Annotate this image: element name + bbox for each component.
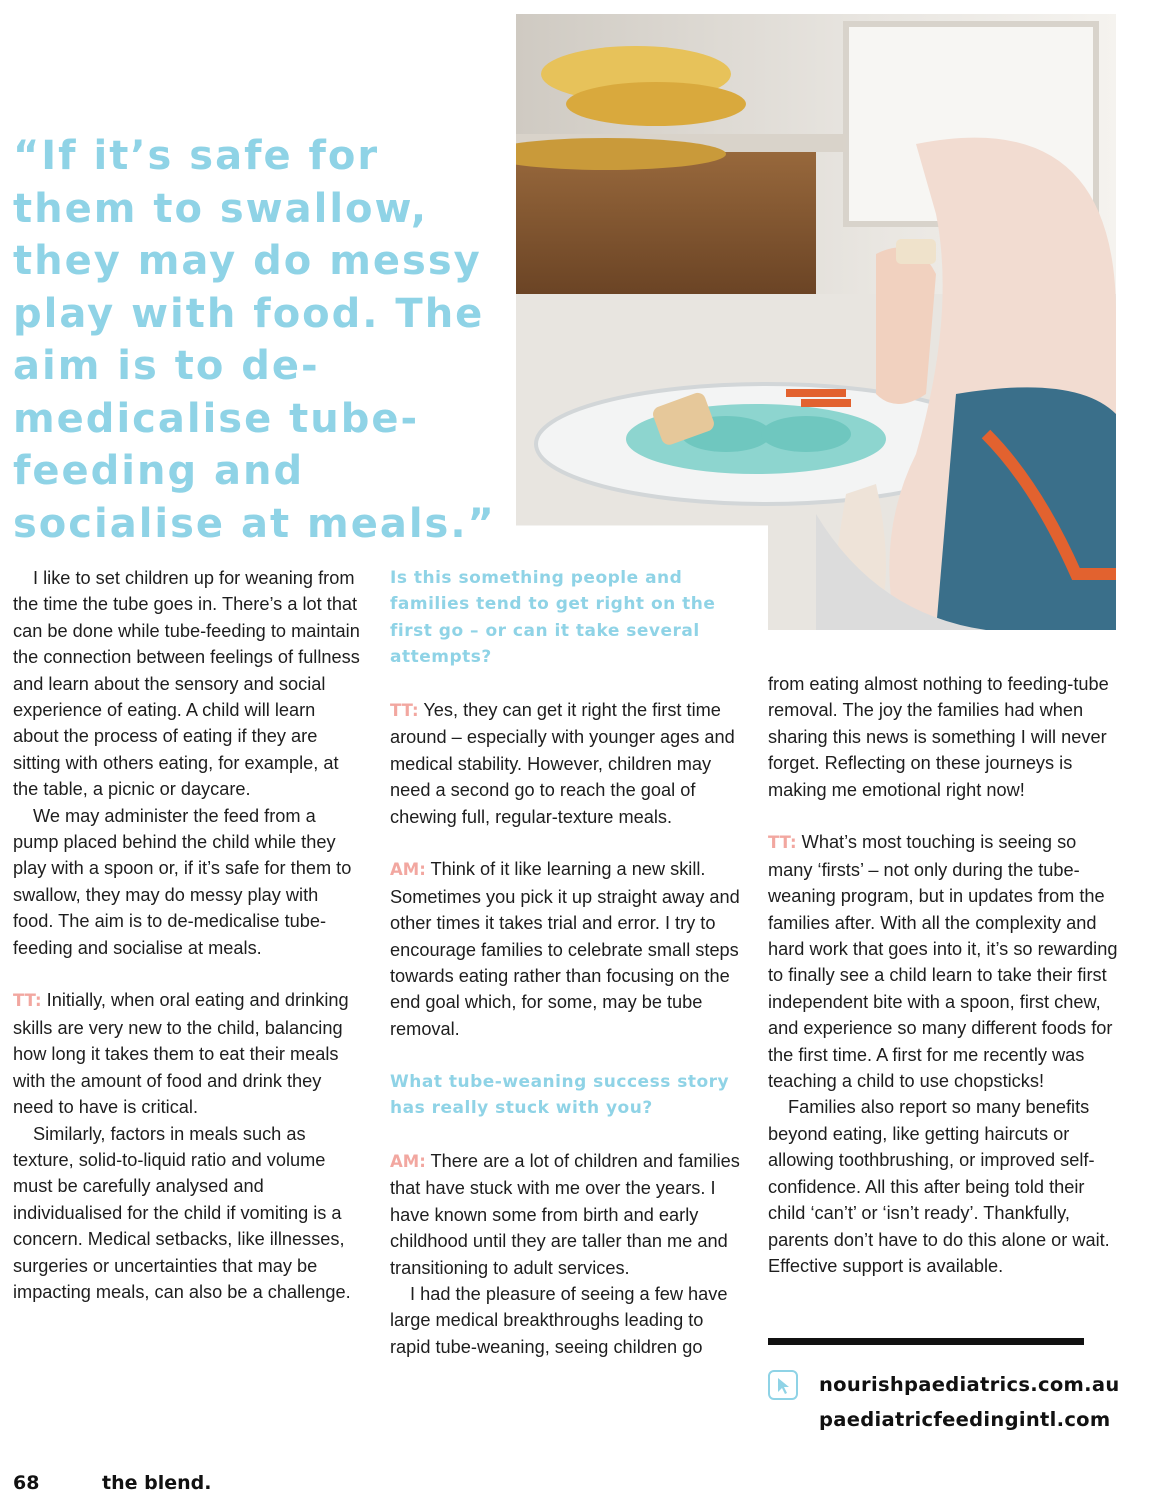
paragraph (768, 829, 1118, 1094)
child-highchair-photo (516, 14, 1116, 630)
website-link-pfi[interactable]: paediatricfeedingintl.com (819, 1408, 1111, 1431)
paragraph-text: What’s most touching is seeing so many ‘firsts’ – not only during the tube-weaning program, but in updates from the families after. With all the complexity and hard work that goes into it, it’s so rewarding to finally see a child learn to take their first independent bite with a spoon, first chew, and experience so many different foods for the first time. A first for me recently was teaching a child to use chopsticks! (768, 832, 1118, 1092)
paragraph (390, 697, 745, 830)
paragraph (390, 1148, 745, 1281)
paragraph: from eating almost nothing to feeding-tube removal. The joy the families had when sharing this news is something I will never forget. Reflecting on these journeys is making me emotional right now! (768, 674, 1109, 800)
paragraph (13, 987, 363, 1120)
paragraph-text: There are a lot of children and families that have stuck with me over the years. I have known some from birth and early childhood until they are taller than me and transitioning to adult services. (390, 1150, 740, 1278)
paragraph: Families also report so many benefits beyond eating, like getting haircuts or allowing toothbrushing, or improved self-confidence. All this after being told their child ‘can’t’ or ‘isn’t ready’. Thankfully, parents don’t have to do this alone or wait. Effective support is available. (768, 1097, 1110, 1276)
page-number: 68 (13, 1472, 40, 1494)
divider-rule (768, 1338, 1084, 1345)
speaker-label: AM: (390, 1151, 426, 1171)
speaker-label: TT: (768, 833, 797, 853)
paragraph: We may administer the feed from a pump placed behind the child while they play with a spoon or, if it’s safe for them to swallow, they may do messy play with food. The aim is to de-medicalise tube-feeding and socialise at meals. (13, 805, 352, 958)
column-3 (768, 671, 1118, 1279)
paragraph-text: Initially, when oral eating and drinking skills are very new to the child, balancing how long it takes them to eat their meals with the amount of food and drink they need to have is critical. (13, 990, 349, 1118)
website-link-nourish[interactable]: nourishpaediatrics.com.au (819, 1373, 1120, 1396)
speaker-label: TT: (390, 701, 419, 721)
speaker-label: AM: (390, 860, 426, 880)
speaker-label: TT: (13, 991, 42, 1011)
magazine-title: the blend. (102, 1472, 212, 1494)
paragraph-text: Think of it like learning a new skill. Sometimes you pick it up straight away and other times it takes trial and error. I try to encourage families to celebrate small steps towards eating rather than focusing on the end goal which, for some, may be tube removal. (390, 859, 740, 1039)
column-1 (13, 565, 363, 1305)
column-2 (390, 565, 745, 1360)
paragraph: Similarly, factors in meals such as texture, solid-to-liquid ratio and volume must be carefully analysed and individualised for the child if vomiting is a concern. Medical setbacks, like illnesses, surgeries or uncertainties that may be impacting meals, can also be a challenge. (13, 1123, 351, 1302)
paragraph-text: Yes, they can get it right the first time around – especially with younger ages and medical stability. However, children may need a second go to reach the goal of chewing full, regular-texture meals. (390, 700, 735, 827)
paragraph (390, 856, 745, 1042)
photo-illustration (516, 14, 1116, 630)
paragraph: I like to set children up for weaning from the time the tube goes in. There’s a lot that can be done while tube-feeding to maintain the connection between feelings of fullness and learn about the sensory and social experience of eating. A child will learn about the process of eating if they are sitting with others eating, for example, at the table, a picnic or daycare. (13, 568, 360, 800)
paragraph: I had the pleasure of seeing a few have large medical breakthroughs leading to rapid tube-weaning, seeing children go (390, 1283, 728, 1357)
pull-quote: “If it’s safe for them to swallow, they may do messy play with food. The aim is to de-medicalise tube-feeding and socialise at meals.” (13, 133, 496, 547)
interview-question: Is this something people and families tend to get right on the first go – or can it take several attempts? (390, 568, 716, 668)
interview-question: What tube-weaning success story has really stuck with you? (390, 1071, 730, 1119)
cursor-link-icon (768, 1370, 798, 1400)
